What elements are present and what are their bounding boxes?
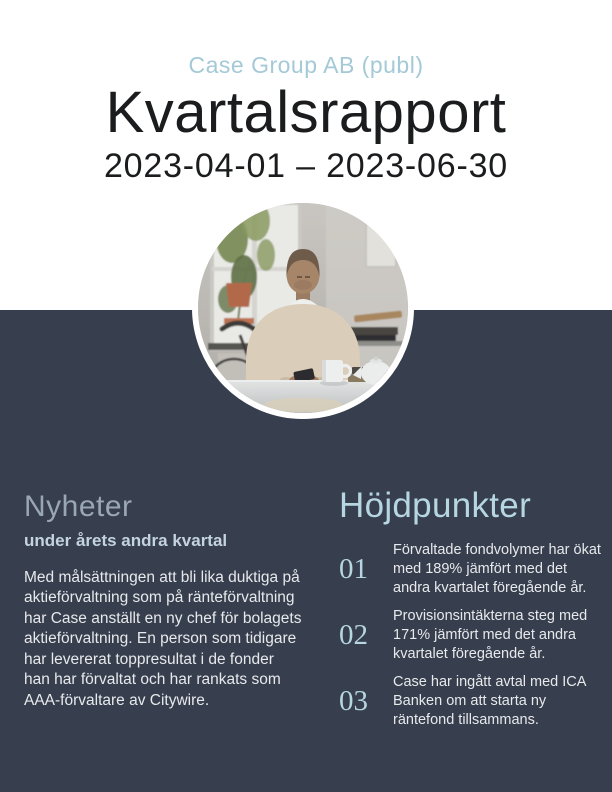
portrait-photo-illustration <box>198 203 408 413</box>
report-title: Kvartalsrapport <box>105 80 507 145</box>
news-subheading: under årets andra kvartal <box>24 531 228 550</box>
wooden-board <box>263 398 343 412</box>
highlight-item <box>339 541 603 598</box>
highlight-text: Provisionsintäkterna steg med 171% jämfört med det andra kvartalet föregående år. <box>393 607 588 662</box>
highlights-heading: Höjdpunkter <box>339 486 532 525</box>
portrait-photo <box>192 197 414 419</box>
flower-pot <box>226 283 252 307</box>
highlights-list <box>339 541 603 730</box>
highlight-number: 01 <box>339 552 368 585</box>
highlight-item <box>339 607 603 664</box>
highlight-text: Case har ingått avtal med ICA Banken om att starta ny räntefond tillsammans. <box>393 673 586 728</box>
highlights-section <box>339 488 603 739</box>
highlight-number: 03 <box>339 684 368 717</box>
report-date-range: 2023-04-01 – 2023-06-30 <box>103 147 509 185</box>
news-body-text: Med målsättningen att bli lika duktiga på aktieförvaltning som på ränteförvaltning har Case anställt en ny chef för bolagets aktieförvaltning. En person som tidigare har levererat toppresultat i de fonder han har förvaltat och har rankats som AAA-förvaltare av Citywire. <box>24 568 302 709</box>
highlight-number: 02 <box>339 618 368 651</box>
highlight-text: Förvaltade fondvolymer har ökat med 189% jämfört med det andra kvartalet föregående år. <box>393 541 601 596</box>
highlight-item <box>339 673 603 730</box>
company-name: Case Group AB (publ) <box>188 52 424 78</box>
news-heading: Nyheter <box>24 490 133 523</box>
news-section <box>24 492 304 711</box>
